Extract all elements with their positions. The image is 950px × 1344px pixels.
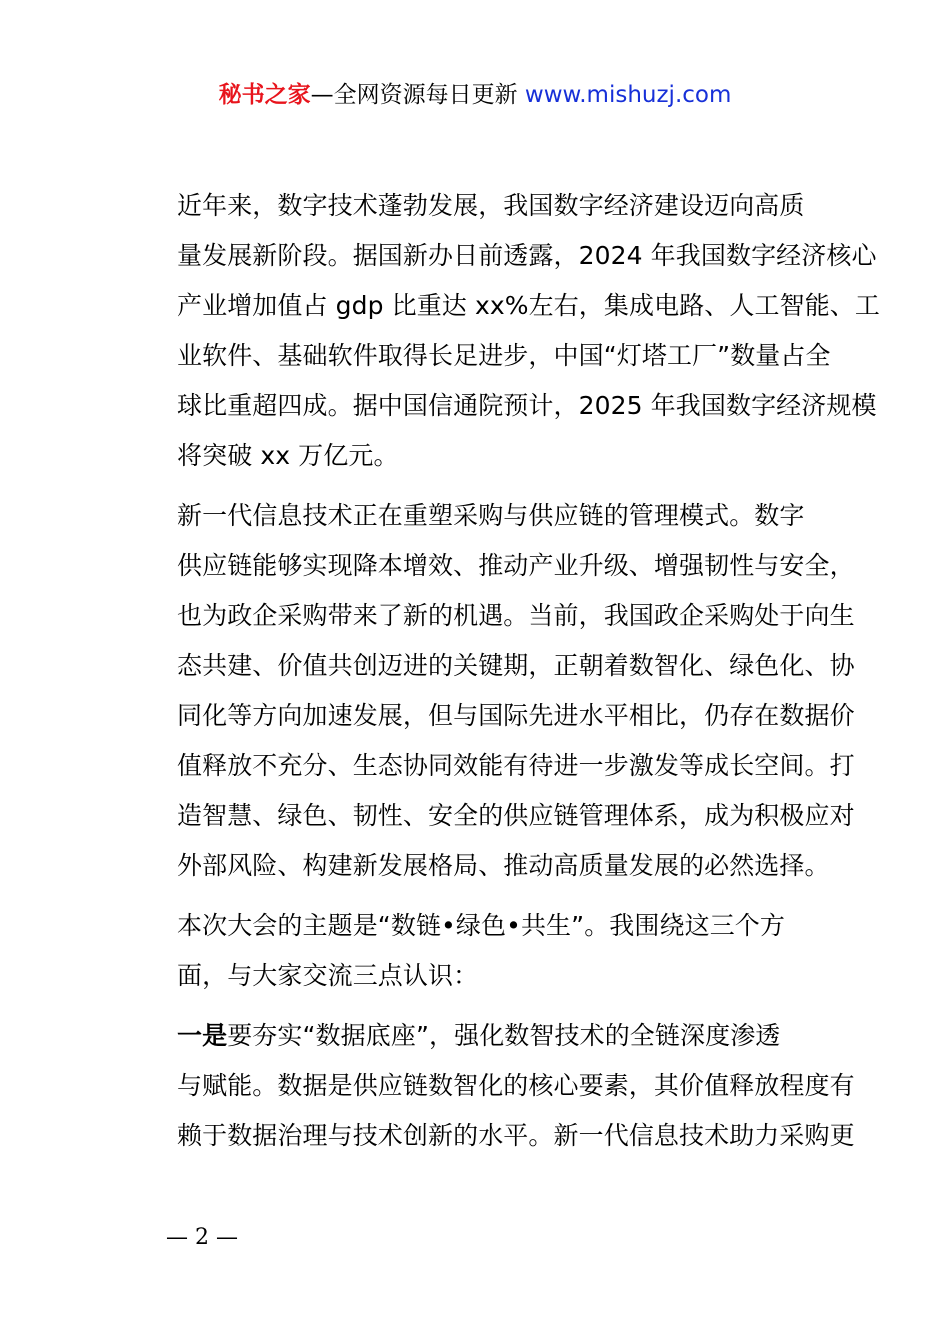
banner-brand: 秘书之家	[218, 82, 311, 108]
paragraph-line: 赖于数据治理与技术创新的水平。新一代信息技术助力采购更	[177, 1121, 855, 1150]
paragraph-line: 也为政企采购带来了新的机遇。当前，我国政企采购处于向生	[177, 601, 855, 630]
paragraph-line: 与赋能。数据是供应链数智化的核心要素，其价值释放程度有	[177, 1071, 855, 1100]
paragraph-line: 外部风险、构建新发展格局、推动高质量发展的必然选择。	[177, 851, 830, 880]
paragraph-supply-chain	[127, 491, 855, 891]
banner-url-link[interactable]: www.mishuzj.com	[524, 82, 732, 108]
paragraph-line: 值释放不充分、生态协同效能有待进一步激发等成长空间。打	[177, 751, 855, 780]
banner-tagline: —全网资源每日更新	[310, 82, 518, 108]
paragraph-line: 新一代信息技术正在重塑采购与供应链的管理模式。数字	[177, 501, 805, 530]
paragraph-line-text: 要夯实“数据底座”，强化数智技术的全链深度渗透	[227, 1021, 781, 1050]
paragraph-digital-economy	[127, 181, 880, 481]
paragraph-line: 同化等方向加速发展，但与国际先进水平相比，仍存在数据价	[177, 701, 855, 730]
paragraph-line: 量发展新阶段。据国新办日前透露，2024 年我国数字经济核心	[177, 241, 877, 270]
paragraph-line-first	[127, 1011, 837, 1061]
document-body	[127, 181, 880, 1161]
paragraph-line: 供应链能够实现降本增效、推动产业升级、增强韧性与安全，	[177, 551, 855, 580]
paragraph-line: 球比重超四成。据中国信通院预计，2025 年我国数字经济规模	[177, 391, 877, 420]
paragraph-line: 产业增加值占 gdp 比重达 xx%左右，集成电路、人工智能、工	[177, 291, 880, 320]
paragraph-line: 造智慧、绿色、韧性、安全的供应链管理体系，成为积极应对	[177, 801, 855, 830]
paragraph-conference-theme	[127, 901, 837, 1001]
paragraph-line: 面，与大家交流三点认识：	[177, 961, 479, 990]
site-banner	[0, 78, 950, 112]
page-number: — 2 —	[166, 1225, 238, 1250]
paragraph-line: 将突破 xx 万亿元。	[177, 441, 399, 470]
paragraph-line: 业软件、基础软件取得长足进步，中国“灯塔工厂”数量占全	[177, 341, 831, 370]
point-lead: 一是	[177, 1021, 228, 1050]
paragraph-line: 近年来，数字技术蓬勃发展，我国数字经济建设迈向高质	[177, 191, 805, 220]
paragraph-line: 态共建、价值共创迈进的关键期，正朝着数智化、绿色化、协	[177, 651, 855, 680]
paragraph-line: 本次大会的主题是“数链•绿色•共生”。我围绕这三个方	[177, 911, 785, 940]
paragraph-point-one	[127, 1011, 855, 1161]
